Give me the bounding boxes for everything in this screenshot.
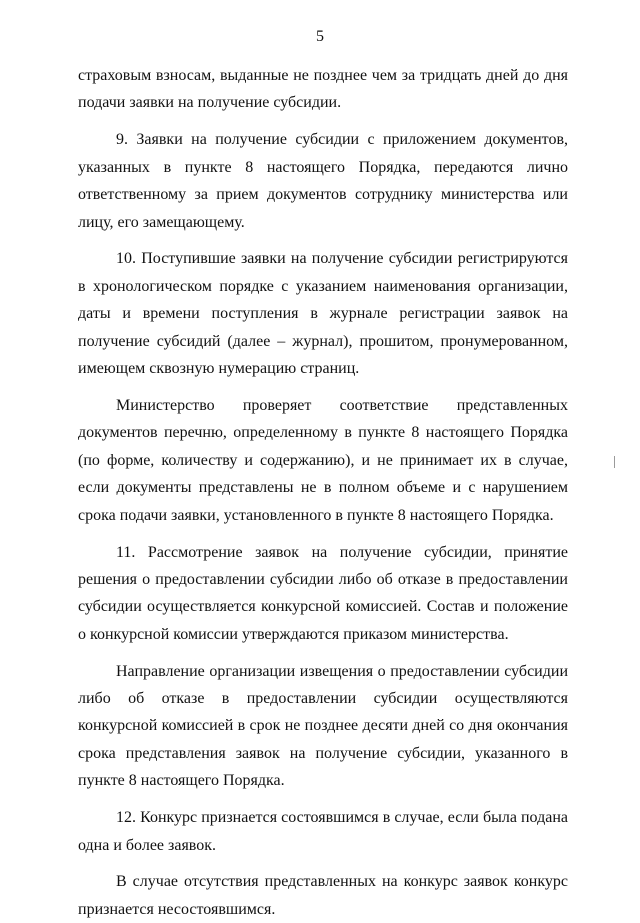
- paragraph-notification: Направление организации извещения о предоставлении субсидии либо об отказе в предоставлении субсидии осуществляются конкурсной комиссией в срок не позднее десяти дней со дня окончания срока представления заявок на получение субсидии, указанного в пункте 8 настоящего Порядка.: [78, 662, 568, 790]
- paragraph-item-12: 12. Конкурс признается состоявшимся в случае, если была подана одна и более заявок.: [78, 809, 568, 854]
- paragraph-item-11: 11. Рассмотрение заявок на получение субсидии, принятие решения о предоставлении субсидии либо об отказе в предоставлении субсидии осуществляется конкурсной комиссией. Состав и положение о конкурсной комиссии утверждаются приказом министерства.: [78, 543, 568, 643]
- paragraph-no-applications: В случае отсутствия представленных на конкурс заявок конкурс признается несостоявшимся.: [78, 873, 568, 918]
- paragraph-ministry-check: Министерство проверяет соответствие представленных документов перечню, определенному в пункте 8 настоящего Порядка (по форме, количеству и содержанию), и не принимает их в случае, если документы представлены не в полном объеме и с нарушением срока подачи заявки, установленного в пункте 8 настоящего Порядка.: [78, 396, 568, 524]
- paragraph-continuation: страховым взносам, выданные не позднее чем за тридцать дней до дня подачи заявки на получение субсидии.: [78, 67, 568, 112]
- document-body: [78, 62, 568, 923]
- scan-margin-mark: [614, 456, 615, 468]
- paragraph-item-9: 9. Заявки на получение субсидии с приложением документов, указанных в пункте 8 настоящего Порядка, передаются лично ответственному за прием документов сотруднику министерства или лицу, его замещающему.: [78, 131, 568, 231]
- page-number: 5: [316, 28, 324, 45]
- paragraph-item-10: 10. Поступившие заявки на получение субсидии регистрируются в хронологическом порядке с указанием наименования организации, даты и времени поступления в журнале регистрации заявок на получение субсидий (далее – журнал), прошитом, пронумерованном, имеющем сквозную нумерацию страниц.: [78, 250, 568, 378]
